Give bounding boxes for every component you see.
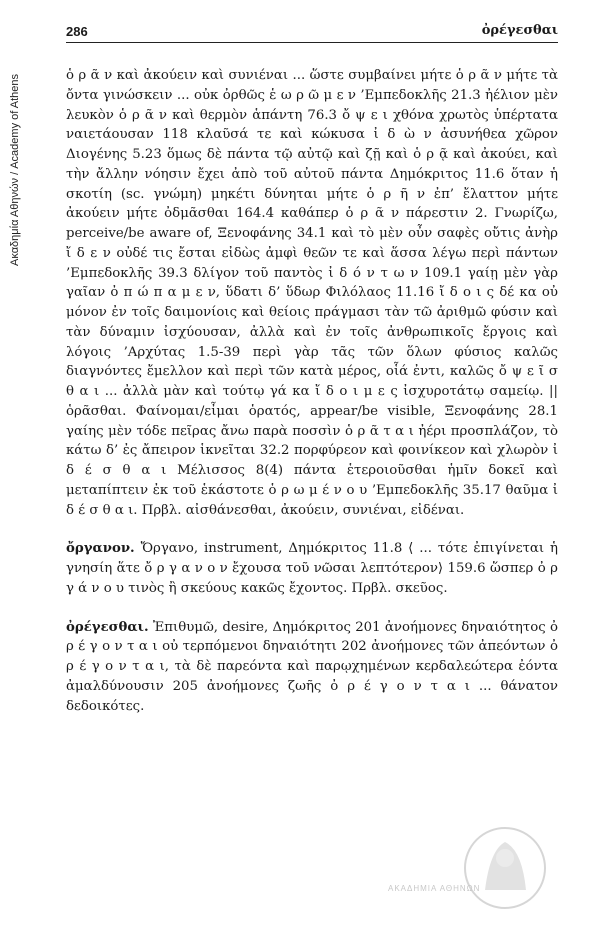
entry-text: ὁ ρ ᾶ ν καὶ ἀκούειν καὶ συνιέναι ... ὥστε συμβαίνει μήτε ὁ ρ ᾶ ν μήτε τὰ ὄντα γινώσκειν ... οὐκ ὀρθῶς ἑ ω ρ ῶ μ ε ν ’Εμπεδοκλῆς 21.3 ἠέλιον μὲν λευκὸν ὁ ρ ᾶ ν καὶ θερμὸν ἁπάντη 76.3 ὄ ψ ε ι χθόνα χρωτὸς ὑπέρτατα ναιετάουσαν 118 κλαῦσά τε καὶ κώκυσα ἰ δ ὼ ν ἀσυνήθεα χῶρον Διογένης 5.23 ὅμως δὲ πάντα τῷ αὐτῷ καὶ ζῇ καὶ ὁ ρ ᾷ καὶ ἀκούει, καὶ τὴν ἄλλην νόησιν ἔχει ἀπὸ τοῦ αὐτοῦ πάντα Δημόκριτος 11.6 ὅταν ἡ σκοτίη (sc. γνώμη) μηκέτι δύνηται μήτε ὁ ρ ῆ ν ἐπ’ ἔλαττον μήτε ἀκούειν μήτε ὀδμᾶσθαι 164.4 καθάπερ ὁ ρ ᾶ ν πάρεστιν 2. Γνωρίζω, perceive/be aware of, Ξενοφάνης 34.1 καὶ τὸ μὲν οὖν σαφὲς οὔτις ἀνὴρ ἴ δ ε ν οὐδέ τις ἔσται εἰδὼς ἀμφὶ θεῶν τε καὶ ἅσσα λέγω περὶ πάντων ’Εμπεδοκλῆς 39.3 δλίγον τοῦ παντὸς ἰ δ ό ν τ ω ν 109.1 γαίῃ μὲν γὰρ γαῖαν ὀ π ώ π α μ ε ν, ὕδατι δ’ ὕδωρ Φιλόλαος 11.16 ἴ δ ο ι ς δέ κα οὐ μόνον ἐν τοῖς δαιμονίοις καὶ θείοις πράγμασι τὰν τῶ ἀριθμῶ φύσιν καὶ τὰν δύναμιν ἰσχύουσαν, ἀλλὰ καὶ ἐν τοῖς ἀνθρωπικοῖς ἔργοις καὶ λόγοις ’Αρχύτας 1.5-39 περὶ γὰρ τᾶς τῶν ὅλων φύσιος καλῶς διαγνόντες ἔμελλον καὶ περὶ τῶν κατὰ μέρος, οἷά ἐντι, καλῶς ὄ ψ ε ῖ σ θ α ι ... ἀλλὰ μὰν καὶ τούτῳ γά κα ἴ δ ο ι μ ε ς ἰσχυροτάτῳ σαμείῳ. || ὁρᾶσθαι. Φαίνομαι/εἶμαι ὁρατός, appear/be visible, Ξενοφάνης 28.1 γαίης μὲν τόδε πεῖρας ἄνω παρὰ ποσσὶν ὁ ρ ᾶ τ α ι ἠέρι προσπλάζον, τὸ κάτω δ’ ἐς ἄπειρον ἱκνεῖται 32.2 πορφύρεον καὶ φοινίκεον καὶ χλωρὸν ἰ δ έ σ θ α ι Μέλισσος 8(4) πάντα ἑτεροιοῦσθαι ἡμῖν δοκεῖ καὶ μεταπίπτειν ἐκ τοῦ ἑκάστοτε ὁ ρ ω μ έ ν ο υ ’Εμπεδοκλῆς 35.17 θαῦμα ἰ δ έ σ θ α ι. Πρβλ. αἰσθάνεσθαι, ἀκούειν, συνιέναι, εἰδέναι. [66, 68, 558, 518]
running-head: ὀρέγεσθαι [481, 23, 558, 38]
page-number: 286 [66, 24, 88, 39]
entry-text: Ὄργανο, instrument, Δημόκριτος 11.8 ⟨ ... τότε ἐπιγίνεται ἡ γνησίη ἅτε ὄ ρ γ α ν ο ν ἔχουσα τοῦ νῶσαι λεπτότερον⟩ 159.6 ὥσπερ ὀ ρ γ ά ν ο υ τινὸς ἢ σκεύους κακῶς ἔχοντος. Πρβλ. σκεῦος. [66, 541, 558, 596]
watermark-text: ΑΚΑΔΗΜΙΑ ΑΘΗΝΩΝ [388, 884, 481, 893]
entry-headword: ὀρέγεσθαι. [66, 619, 149, 635]
entry-orao-continuation [66, 66, 558, 520]
archive-stamp-text: Ακαδημία Αθηνών / Academy of Athens [9, 73, 22, 267]
academy-watermark-emblem [440, 820, 570, 930]
entry-oregesthai [66, 618, 558, 717]
dictionary-body [66, 66, 558, 716]
page-header [66, 22, 558, 43]
entry-headword: ὄργανον. [66, 541, 135, 557]
entry-organon [66, 539, 558, 598]
archive-stamp [4, 40, 26, 300]
entry-text: Ἐπιθυμῶ, desire, Δημόκριτος 201 ἀνοήμονες δηναιότητος ὀ ρ έ γ ο ν τ α ι οὐ τερπόμενοι δηναιότητι 202 ἀνοήμονες τῶν ἀπεόντων ὀ ρ έ γ ο ν τ α ι, τὰ δὲ παρεόντα καὶ παρῳχημένων κερδαλεώτερα ἐόντα ἀμαλδύνουσιν 205 ἀνοήμονες ζωῆς ὀ ρ έ γ ο ν τ α ι ... θάνατον δεδοικότες. [66, 619, 558, 714]
